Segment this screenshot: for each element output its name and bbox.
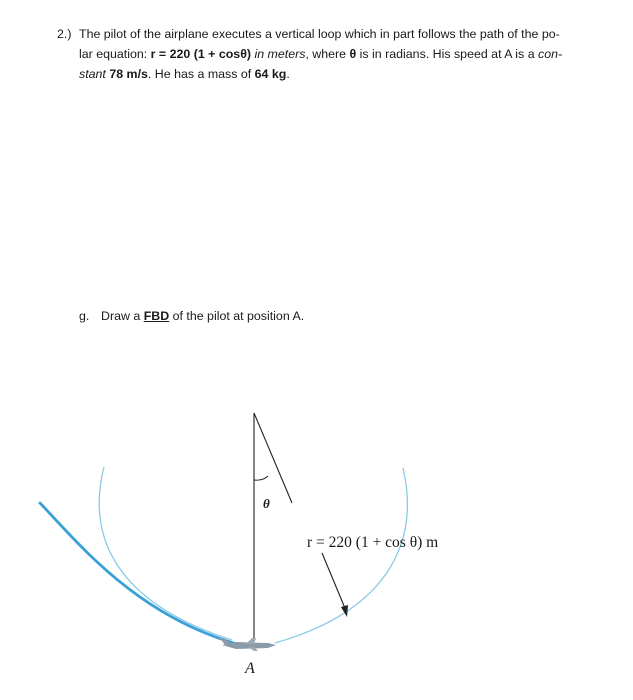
theta-symbol: θ — [349, 47, 357, 61]
point-a-label: A — [245, 660, 255, 677]
in-meters-text: in meters — [251, 47, 306, 61]
problem-number: 2.) — [57, 27, 72, 41]
subquestion-text-end: of the pilot at position A. — [169, 309, 305, 323]
speed-value: 78 m/s — [109, 67, 148, 81]
equation-label: r = 220 (1 + cos θ) m — [307, 534, 439, 551]
problem-line-3-mid: . He has a mass of — [147, 67, 255, 81]
problem-line-3-end: . — [286, 67, 290, 81]
subquestion-text-start: Draw a — [101, 309, 144, 323]
radius-arrow-line — [322, 553, 347, 613]
con-text: con- — [538, 47, 563, 61]
problem-line-2-end: is in radians. His speed at A is a — [356, 47, 539, 61]
subquestion-letter: g. — [79, 309, 90, 323]
slanted-radius-line-upper — [254, 413, 292, 503]
mass-value: 64 kg — [254, 67, 287, 81]
theta-arc — [254, 476, 268, 480]
problem-line-1: The pilot of the airplane executes a vertical loop which in part follows the path of the po- — [79, 27, 560, 41]
fbd-term: FBD — [143, 309, 170, 323]
radius-arrowhead — [341, 605, 348, 617]
problem-line-2-mid: , where — [305, 47, 350, 61]
problem-line-2-start: lar equation: — [79, 47, 151, 61]
stant-text: stant — [79, 67, 106, 81]
polar-equation: r = 220 (1 + cosθ) — [150, 47, 252, 61]
theta-label: θ — [263, 496, 270, 511]
loop-curve-right — [275, 468, 407, 643]
flight-path — [40, 503, 248, 647]
